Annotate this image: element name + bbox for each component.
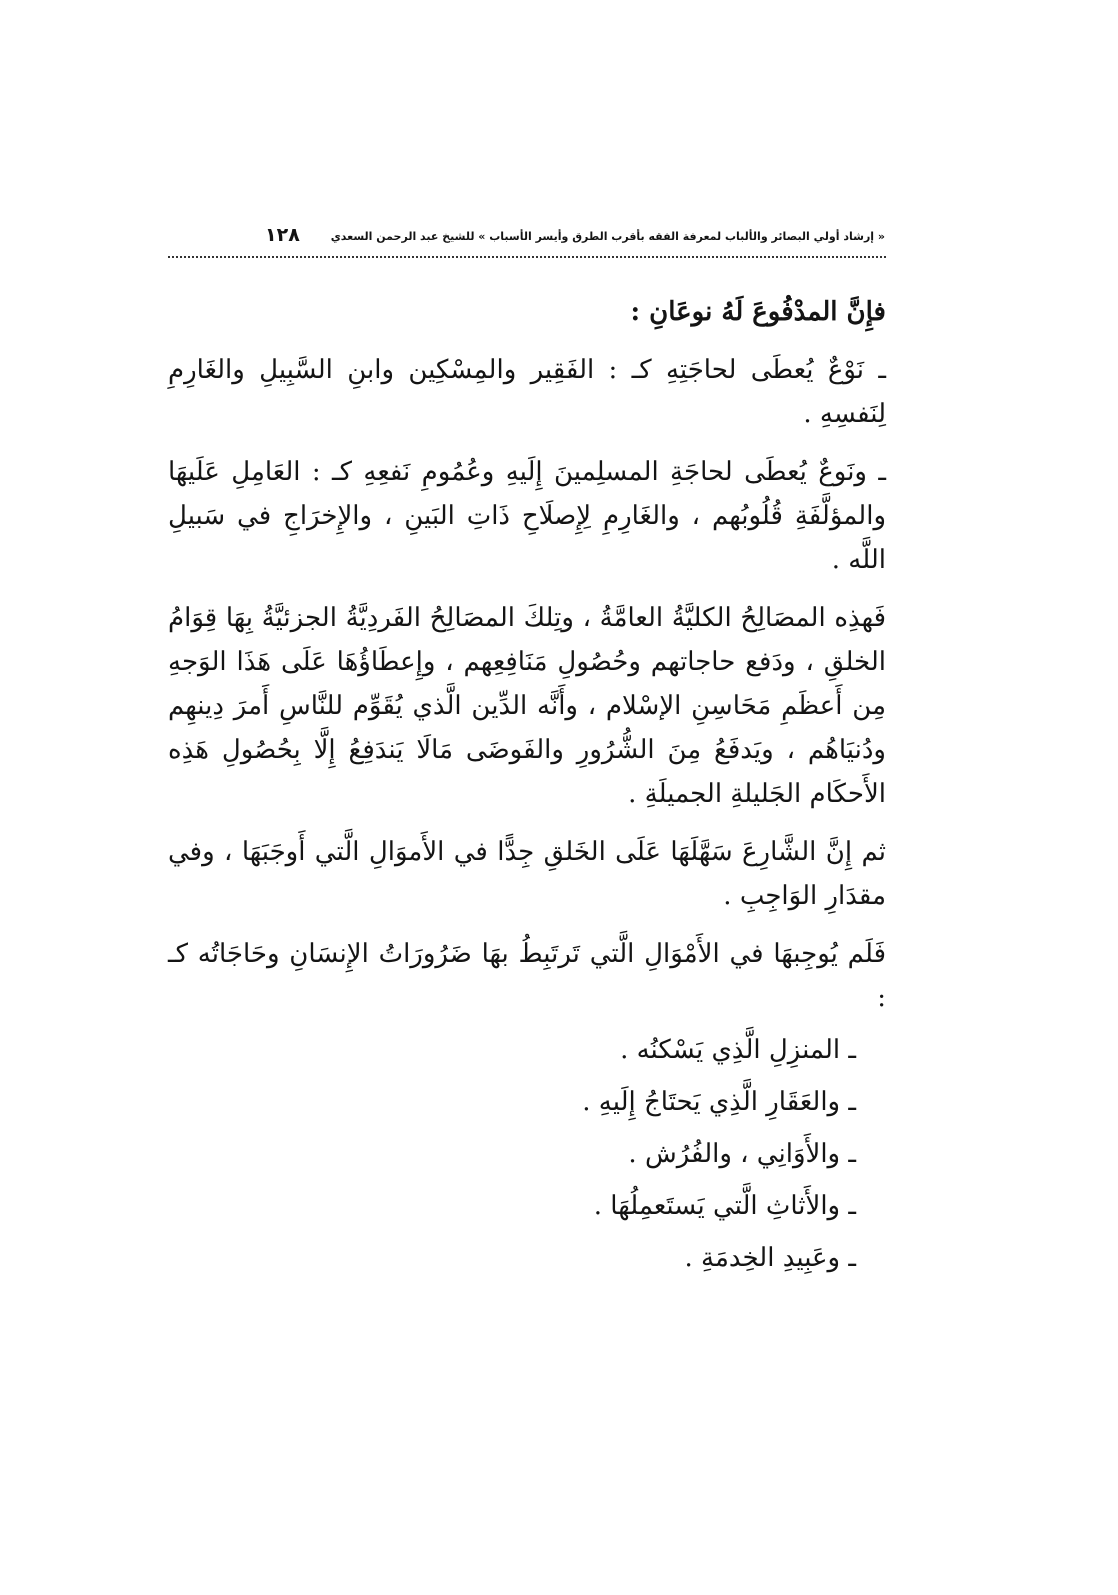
list-item: ـ المنزِلِ الَّذِي يَسْكنُه . <box>620 1035 856 1065</box>
list-item: ـ والأَوَانِي ، والفُرُش . <box>628 1139 856 1169</box>
list-item: ـ وعَبِيدِ الخِدمَةِ . <box>684 1243 856 1273</box>
list-item: ـ والعَقَارِ الَّذِي يَحتَاجُ إِلَيهِ . <box>582 1087 856 1117</box>
paragraph-first-type: ـ نَوْعٌ يُعطَى لحاجَتِهِ كـ : الفَقِير والمِسْكِين وابنِ السَّبِيلِ والغَارِمِ لِنَفسِهِ . <box>168 355 886 429</box>
paragraph-exemptions-intro: فَلَم يُوجِبهَا في الأَمْوَالِ الَّتي تَرتَبِطُ بهَا ضَرُورَاتُ الإِنسَانِ وحَاجَاتُه كـ : <box>168 939 886 1013</box>
section-heading: فإِنَّ المدْفُوعَ لَهُ نوعَانِ : <box>630 297 886 327</box>
paragraph-second-type: ـ ونَوعٌ يُعطَى لحاجَةِ المسلِمينَ إِلَيهِ وعُمُومِ نَفعِهِ كـ : العَامِلِ عَلَيهَا والمؤلَّفَةِ قُلُوبُهم ، والغَارِمِ لِإِصلَاحِ ذَاتِ البَينِ ، والإِخرَاجِ في سَبيلِ اللَّه . <box>168 457 886 575</box>
paragraph-ease: ثم إِنَّ الشَّارِعَ سَهَّلَهَا عَلَى الخَلقِ جِدًّا في الأَموَالِ الَّتي أَوجَبَهَا ، وفي مقدَارِ الوَاجِبِ . <box>168 837 886 911</box>
page-number: ١٢٨ <box>265 224 300 246</box>
running-header <box>265 226 885 254</box>
header-title: « إرشاد أولي البصائر والألباب لمعرفة الفقه بأقرب الطرق وأيسر الأسباب » للشيخ عبد الرحمن السعدي <box>330 230 885 243</box>
list-item: ـ والأَثاثِ الَّتي يَستَعمِلُهَا . <box>593 1191 856 1221</box>
page-body <box>168 290 886 1280</box>
header-divider <box>168 256 886 258</box>
paragraph-benefits: فَهذِه المصَالِحُ الكليَّةُ العامَّةُ ، وتِلكَ المصَالِحُ الفَردِيَّةُ الجزئيَّةُ بِهَا قِوَامُ الخلقِ ، ودَفع حاجاتهم وحُصُولِ مَنَافِعِهم ، وإِعطَاؤُهَا عَلَى هَذَا الوَجهِ مِن أَعظَمِ مَحَاسِنِ الإسْلام ، وأَنَّه الدِّين الَّذي يُقَوِّم للنَّاسِ أَمرَ دِينهِم ودُنيَاهُم ، ويَدفَعُ مِنَ الشُّرُورِ والفَوضَى مَالَا يَندَفِعُ إِلَّا بِحُصُولِ هَذِه الأَحكَام الجَليلةِ الجميلَةِ . <box>168 603 886 809</box>
